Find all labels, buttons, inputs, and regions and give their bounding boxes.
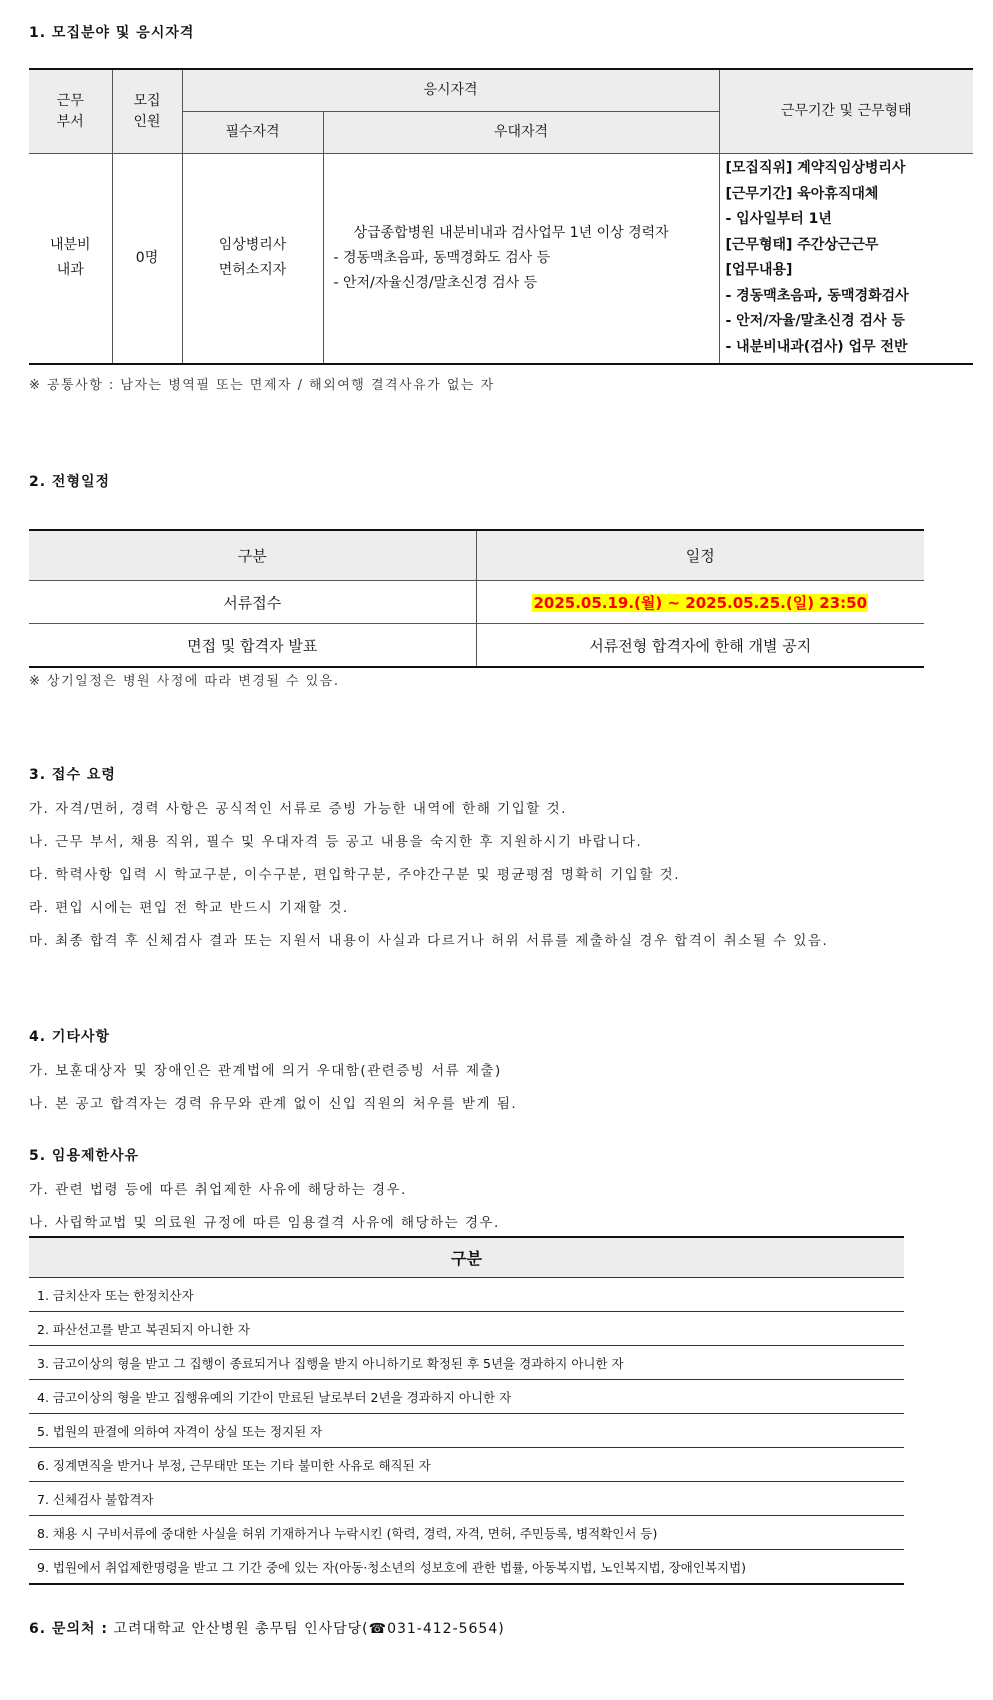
cell-dept: 내분비 내과 (29, 154, 112, 364)
guideline-item: 나. 근무 부서, 채용 직위, 필수 및 우대자격 등 공고 내용을 숙지한 후 지원하시기 바랍니다. (29, 834, 643, 850)
header-work-period: 근무기간 및 근무형태 (719, 69, 973, 154)
highlighted-date: 2025.05.19.(월) ~ 2025.05.25.(일) 23:50 (533, 593, 868, 612)
work-line: - 입사일부터 1년 (725, 211, 832, 228)
restriction-item: 나. 사립학교법 및 의료원 규정에 따른 임용결격 사유에 해당하는 경우. (29, 1215, 500, 1231)
header-required: 필수자격 (182, 112, 323, 154)
header-qualification: 응시자격 (182, 69, 719, 112)
table-row: 1. 금치산자 또는 한정치산자 (29, 1278, 904, 1312)
section-6-title: 6. 문의처 : (29, 1621, 108, 1637)
schedule-table (29, 529, 924, 668)
work-line: - 경동맥초음파, 동맥경화검사 (725, 287, 909, 304)
misc-item: 나. 본 공고 합격자는 경력 유무와 관계 없이 신입 직원의 처우를 받게 됨. (29, 1096, 518, 1112)
misc-item: 가. 보훈대상자 및 장애인은 관계법에 의거 우대함(관련증빙 서류 제출) (29, 1063, 502, 1079)
preferred-line: 상급종합병원 내분비내과 검사업무 1년 이상 경력자 (353, 224, 669, 241)
table-row: 6. 징계면직을 받거나 부정, 근무태만 또는 기타 불미한 사유로 해직된 자 (29, 1448, 904, 1482)
schedule-value: 서류전형 합격자에 한해 개별 공지 (476, 624, 924, 668)
table-row: 4. 금고이상의 형을 받고 집행유예의 기간이 만료된 날로부터 2년을 경과하지 아니한 자 (29, 1380, 904, 1414)
section-1-note: ※ 공통사항 : 남자는 병역필 또는 면제자 / 해외여행 결격사유가 없는 자 (29, 378, 495, 393)
guideline-item: 가. 자격/면허, 경력 사항은 공식적인 서류로 증빙 가능한 내역에 한해 기입할 것. (29, 801, 567, 817)
cell-required: 임상병리사 면허소지자 (182, 154, 323, 364)
recruitment-table (29, 68, 973, 365)
table-row: 5. 법원의 판결에 의하여 자격이 상실 또는 정지된 자 (29, 1414, 904, 1448)
contact-line (29, 1618, 505, 1638)
table-row: 7. 신체검사 불합격자 (29, 1482, 904, 1516)
guideline-item: 다. 학력사항 입력 시 학교구분, 이수구분, 편입학구분, 주야간구분 및 평균평점 명확히 기입할 것. (29, 867, 681, 883)
table-row: 8. 채용 시 구비서류에 중대한 사실을 허위 기재하거나 누락시킨 (학력, 경력, 자격, 면허, 주민등록, 병적확인서 등) (29, 1516, 904, 1550)
work-line: [근무형태] 주간상근근무 (725, 236, 879, 253)
header-preferred: 우대자격 (323, 112, 719, 154)
work-line: [모집직위] 계약직임상병리사 (725, 160, 906, 177)
schedule-value (476, 581, 924, 624)
work-line: [근무기간] 육아휴직대체 (725, 185, 879, 202)
work-line: [업무내용] (725, 262, 793, 279)
disqualification-table (29, 1236, 904, 1585)
work-line: - 안저/자율/말초신경 검사 등 (725, 313, 905, 330)
cell-work-details (719, 154, 973, 364)
preferred-line: - 안저/자율신경/말초신경 검사 등 (333, 274, 538, 291)
section-3-title: 3. 접수 요령 (29, 767, 116, 783)
cell-preferred (323, 154, 719, 364)
contact-info: 고려대학교 안산병원 총무팀 인사담당(☎031-412-5654) (113, 1621, 505, 1637)
section-1-title: 1. 모집분야 및 응시자격 (29, 25, 195, 41)
guideline-item: 마. 최종 합격 후 신체검사 결과 또는 지원서 내용이 사실과 다르거나 허위 서류를 제출하실 경우 합격이 취소될 수 있음. (29, 933, 829, 949)
header-dept: 근무 부서 (29, 69, 112, 154)
table-row: 9. 법원에서 취업제한명령을 받고 그 기간 중에 있는 자(아동·청소년의 성보호에 관한 법률, 아동복지법, 노인복지법, 장애인복지법) (37, 1559, 747, 1575)
schedule-label: 면접 및 합격자 발표 (29, 624, 476, 668)
header-schedule: 일정 (476, 530, 924, 581)
cell-count: 0명 (112, 154, 182, 364)
preferred-line: - 경동맥초음파, 동맥경화도 검사 등 (333, 249, 551, 266)
restriction-item: 가. 관련 법령 등에 따른 취업제한 사유에 해당하는 경우. (29, 1182, 407, 1198)
header-count: 모집 인원 (112, 69, 182, 154)
section-2-note: ※ 상기일정은 병원 사정에 따라 변경될 수 있음. (29, 674, 340, 689)
section-4-title: 4. 기타사항 (29, 1029, 111, 1045)
header-category: 구분 (29, 530, 476, 581)
section-2-title: 2. 전형일정 (29, 474, 111, 490)
table-row: 3. 금고이상의 형을 받고 그 집행이 종료되거나 집행을 받지 아니하기로 확정된 후 5년을 경과하지 아니한 자 (29, 1346, 904, 1380)
section-5-title: 5. 임용제한사유 (29, 1148, 140, 1164)
table-row: 2. 파산선고를 받고 복권되지 아니한 자 (29, 1312, 904, 1346)
guideline-item: 라. 편입 시에는 편입 전 학교 반드시 기재할 것. (29, 900, 349, 916)
work-line: - 내분비내과(검사) 업무 전반 (725, 338, 908, 355)
header-category: 구분 (29, 1237, 904, 1278)
schedule-label: 서류접수 (29, 581, 476, 624)
